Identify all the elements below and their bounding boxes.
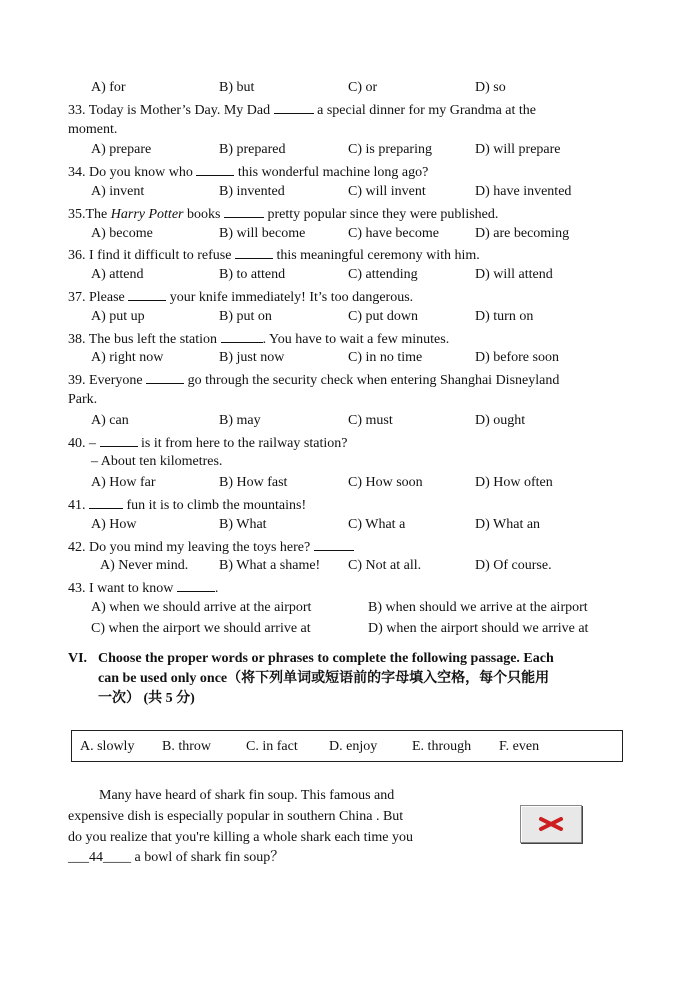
q33-options	[91, 140, 631, 160]
q38-number: 38.	[68, 332, 86, 347]
q35-text-post: pretty popular since they were published.	[267, 207, 499, 222]
q40-text-post: is it from here to the railway station?	[141, 436, 348, 451]
q34-text-pre: Do you know who	[89, 165, 193, 180]
q36-number: 36.	[68, 248, 86, 263]
q43-blank	[177, 577, 215, 592]
q43-number: 43.	[68, 581, 86, 596]
q43-options-row2	[91, 619, 631, 639]
q37-option-a[interactable]: A) put up	[91, 309, 145, 324]
passage-line-2: expensive dish is especially popular in southern China . But	[68, 809, 404, 824]
q38-options	[91, 348, 631, 368]
q39-option-d[interactable]: D) ought	[475, 413, 526, 428]
q39-text-pre: Everyone	[89, 373, 143, 388]
q38-option-b[interactable]: B) just now	[219, 350, 285, 365]
q39-options	[91, 411, 631, 431]
q37-blank	[128, 286, 166, 301]
q34-option-a[interactable]: A) invent	[91, 184, 145, 199]
q42-question	[68, 536, 628, 556]
q41-option-c[interactable]: C) What a	[348, 517, 406, 532]
q42-option-d[interactable]: D) Of course.	[475, 558, 552, 573]
q35-option-a[interactable]: A) become	[91, 226, 153, 241]
q41-blank	[89, 494, 123, 509]
q35-option-d[interactable]: D) are becoming	[475, 226, 570, 241]
section-6-number: VI.	[68, 651, 88, 666]
passage-line-4	[68, 848, 468, 868]
q36-options	[91, 265, 631, 285]
q34-options	[91, 182, 631, 202]
q37-options	[91, 307, 631, 327]
q41-number: 41.	[68, 498, 86, 513]
q43-option-c[interactable]: C) when the airport we should arrive at	[91, 621, 311, 636]
q35-book-title: Harry Potter	[110, 207, 184, 222]
section-6-line2: can be used only once（将下列单词或短语前的字母填入空格，每个只能用	[98, 671, 550, 686]
q40-dash: –	[89, 436, 96, 451]
passage-blank-44[interactable]: 44	[89, 850, 103, 865]
q42-option-c[interactable]: C) Not at all.	[348, 558, 422, 573]
q38-option-a[interactable]: A) right now	[91, 350, 164, 365]
q34-option-d[interactable]: D) have invented	[475, 184, 572, 199]
q42-options	[100, 556, 630, 576]
q42-blank	[314, 536, 354, 551]
q32-option-b[interactable]: B) but	[219, 80, 255, 95]
q39-continuation: Park.	[68, 392, 98, 407]
q41-option-b[interactable]: B) What	[219, 517, 267, 532]
q33-question	[68, 99, 628, 119]
q40-option-a[interactable]: A) How far	[91, 475, 156, 490]
q41-text-post: fun it is to climb the mountains!	[126, 498, 307, 513]
passage-line-1: Many have heard of shark fin soup. This famous and	[99, 788, 395, 803]
q33-blank	[274, 99, 314, 114]
q36-blank	[235, 244, 273, 259]
q36-question	[68, 244, 628, 264]
q40-option-b[interactable]: B) How fast	[219, 475, 288, 490]
q42-number: 42.	[68, 540, 86, 555]
q35-text-pre-b: books	[183, 207, 221, 222]
q41-option-d[interactable]: D) What an	[475, 517, 541, 532]
word-bank-item-b: B. throw	[162, 739, 211, 754]
q37-text-post: your knife immediately! It’s too dangerous.	[169, 290, 414, 305]
q43-question	[68, 577, 628, 597]
q34-number: 34.	[68, 165, 86, 180]
q37-text-pre: Please	[89, 290, 125, 305]
q38-option-c[interactable]: C) in no time	[348, 350, 423, 365]
q36-option-b[interactable]: B) to attend	[219, 267, 286, 282]
q38-blank	[221, 328, 263, 343]
q34-question	[68, 161, 628, 181]
q35-option-c[interactable]: C) have become	[348, 226, 439, 241]
q33-continuation: moment.	[68, 122, 118, 137]
q42-text-pre: Do you mind my leaving the toys here?	[89, 540, 311, 555]
q42-option-b[interactable]: B) What a shame!	[219, 558, 321, 573]
q40-option-d[interactable]: D) How often	[475, 475, 553, 490]
word-bank-item-e: E. through	[412, 739, 472, 754]
broken-image-icon	[520, 805, 582, 843]
q39-number: 39.	[68, 373, 86, 388]
q43-options-row1	[91, 598, 631, 618]
passage-blank-post: ____ a bowl of shark fin soup？	[103, 850, 285, 865]
q40-reply: – About ten kilometres.	[91, 454, 223, 469]
q40-question	[68, 432, 628, 452]
q37-option-c[interactable]: C) put down	[348, 309, 418, 324]
q35-number: 35.	[68, 207, 86, 222]
q35-options	[91, 224, 631, 244]
q33-text-pre: Today is Mother’s Day. My Dad	[88, 103, 271, 118]
q32-option-a[interactable]: A) for	[91, 80, 126, 95]
q38-question	[68, 328, 628, 348]
q36-option-a[interactable]: A) attend	[91, 267, 144, 282]
q39-text-post: go through the security check when entering Shanghai Disneyland	[187, 373, 560, 388]
q37-question	[68, 286, 628, 306]
q35-blank	[224, 203, 264, 218]
q40-option-c[interactable]: C) How soon	[348, 475, 423, 490]
q39-blank	[146, 369, 184, 384]
q32-option-c[interactable]: C) or	[348, 80, 378, 95]
section-6-line1: Choose the proper words or phrases to complete the following passage. Each	[98, 651, 554, 666]
q43-option-d[interactable]: D) when the airport should we arrive at	[368, 621, 589, 636]
red-x-icon	[535, 815, 567, 833]
q35-question	[68, 203, 628, 223]
q36-option-d[interactable]: D) will attend	[475, 267, 553, 282]
q34-text-post: this wonderful machine long ago?	[237, 165, 429, 180]
q35-text-pre-a: The	[85, 207, 111, 222]
q41-options	[91, 515, 631, 535]
word-bank-item-f: F. even	[499, 739, 540, 754]
word-bank-item-d: D. enjoy	[329, 739, 378, 754]
section-6-line3: 一次） (共 5 分)	[98, 691, 195, 706]
q37-number: 37.	[68, 290, 86, 305]
word-bank-box	[71, 730, 623, 762]
passage-line-3: do you realize that you're killing a whole shark each time you	[68, 830, 414, 845]
q43-text-post: .	[214, 581, 219, 596]
q36-option-c[interactable]: C) attending	[348, 267, 418, 282]
q33-text-post: a special dinner for my Grandma at the	[317, 103, 536, 118]
q33-option-b[interactable]: B) prepared	[219, 142, 286, 157]
q39-option-b[interactable]: B) may	[219, 413, 261, 428]
passage-blank-pre: ___	[68, 850, 89, 865]
q34-blank	[196, 161, 234, 176]
q33-option-d[interactable]: D) will prepare	[475, 142, 561, 157]
q38-option-d[interactable]: D) before soon	[475, 350, 559, 365]
q38-text-post: . You have to wait a few minutes.	[262, 332, 450, 347]
q32-option-d[interactable]: D) so	[475, 80, 506, 95]
q39-question	[68, 369, 628, 389]
q35-option-b[interactable]: B) will become	[219, 226, 306, 241]
q33-option-c[interactable]: C) is preparing	[348, 142, 432, 157]
q43-text-pre: I want to know	[89, 581, 174, 596]
q40-blank	[100, 432, 138, 447]
q43-option-b[interactable]: B) when should we arrive at the airport	[368, 600, 588, 615]
q41-option-a[interactable]: A) How	[91, 517, 137, 532]
q32-options	[91, 78, 631, 98]
q33-number: 33.	[68, 103, 86, 118]
q40-options	[91, 473, 631, 493]
q33-option-a[interactable]: A) prepare	[91, 142, 152, 157]
q37-option-b[interactable]: B) put on	[219, 309, 272, 324]
q34-option-c[interactable]: C) will invent	[348, 184, 426, 199]
word-bank-item-c: C. in fact	[246, 739, 298, 754]
q37-option-d[interactable]: D) turn on	[475, 309, 534, 324]
section-6-heading	[68, 649, 628, 709]
word-bank-item-a: A. slowly	[80, 739, 135, 754]
q42-option-a[interactable]: A) Never mind.	[100, 558, 189, 573]
q34-option-b[interactable]: B) invented	[219, 184, 285, 199]
q36-text-post: this meaningful ceremony with him.	[276, 248, 480, 263]
q43-option-a[interactable]: A) when we should arrive at the airport	[91, 600, 312, 615]
q39-option-c[interactable]: C) must	[348, 413, 393, 428]
q40-number: 40.	[68, 436, 86, 451]
q38-text-pre: The bus left the station	[88, 332, 218, 347]
q39-option-a[interactable]: A) can	[91, 413, 129, 428]
q36-text-pre: I find it difficult to refuse	[89, 248, 232, 263]
q41-question	[68, 494, 628, 514]
